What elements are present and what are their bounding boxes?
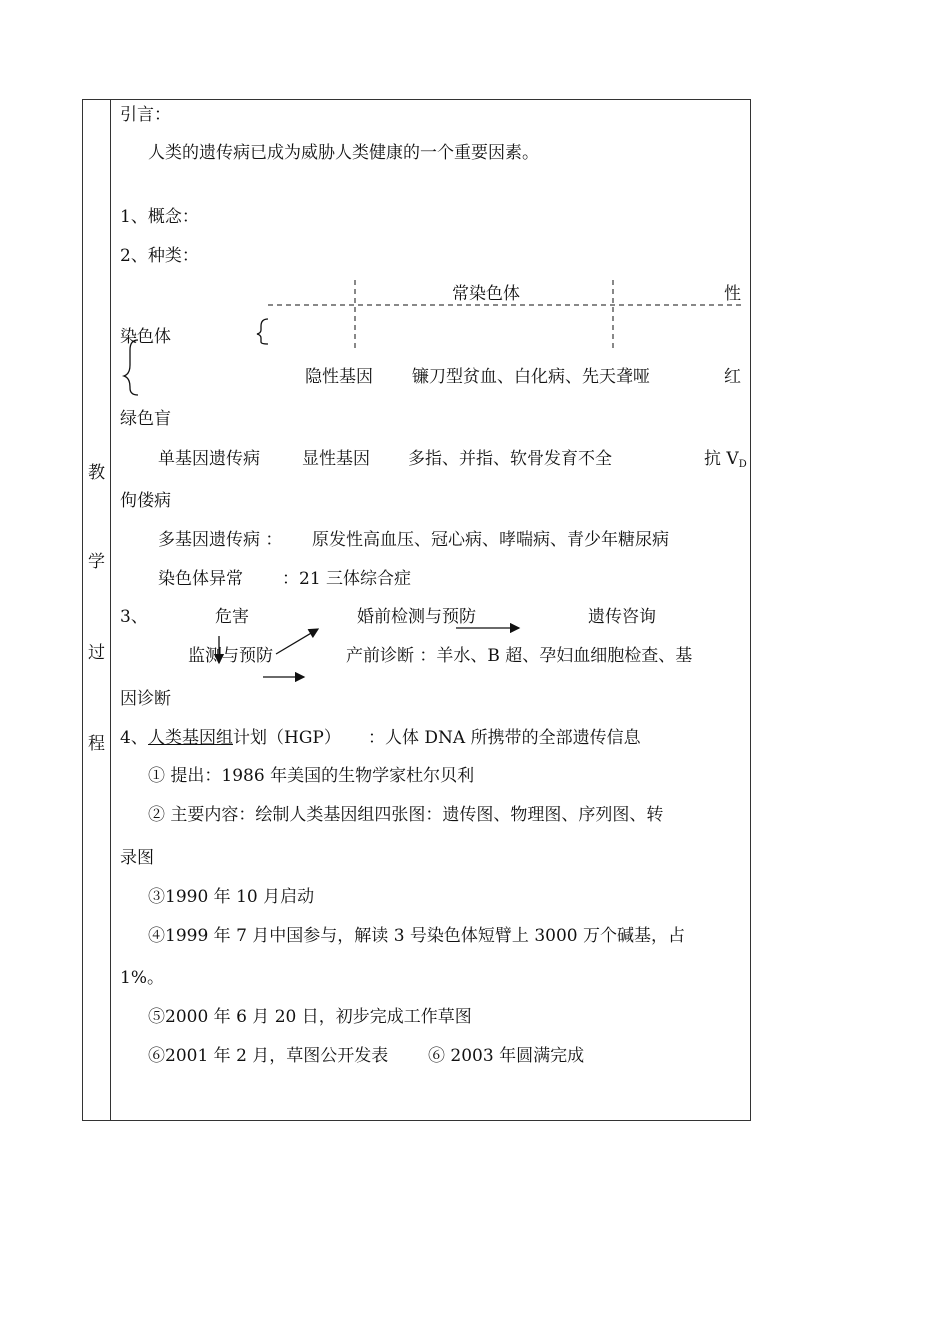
intro-text: 人类的遗传病已成为威胁人类健康的一个重要因素。 [148, 143, 539, 163]
anti-vd-prefix: 抗 V [704, 449, 739, 469]
large-brace [124, 340, 138, 395]
premarital-label: 婚前检测与预防 [357, 607, 476, 627]
counsel-label: 遗传咨询 [588, 607, 656, 627]
chromosomal-label: 染色体异常 [158, 569, 243, 589]
small-brace [257, 319, 268, 344]
sex-label-prefix: 性 [724, 284, 741, 304]
single-gene-label: 单基因遗传病 [158, 449, 260, 469]
side-label-char: 程 [88, 734, 105, 754]
rickets-label: 佝偻病 [120, 491, 171, 511]
item3-label: 3、 [120, 607, 148, 627]
harm-label: 危害 [215, 607, 249, 627]
red-prefix: 红 [724, 367, 741, 387]
hgp-point-4-continued: 1%。 [120, 968, 164, 988]
recessive-examples: 镰刀型贫血、白化病、先天聋哑 [412, 367, 650, 387]
dominant-label: 显性基因 [302, 449, 370, 469]
hgp-name: 计划（HGP） [233, 728, 341, 748]
autosomal-label: 常染色体 [452, 284, 520, 304]
dominant-examples: 多指、并指、软骨发育不全 [408, 449, 612, 469]
side-label-char: 学 [88, 552, 105, 572]
hgp-point-5: ⑤2000 年 6 月 20 日，初步完成工作草图 [148, 1007, 472, 1027]
intro-heading: 引言： [120, 105, 171, 125]
hgp-underlined: 人类基因组 [148, 728, 233, 748]
color-blindness: 绿色盲 [120, 409, 171, 429]
chromosomal-examples: ：21 三体综合症 [282, 569, 412, 589]
prenatal-continued: 因诊断 [120, 689, 171, 709]
hgp-point-4: ④1999 年 7 月中国参与，解读 3 号染色体短臂上 3000 万个碱基，占 [148, 926, 685, 946]
hgp-point-1: ① 提出：1986 年美国的生物学家杜尔贝利 [148, 766, 475, 786]
side-label-char: 过 [88, 643, 105, 663]
anti-vd-subscript: D [738, 459, 747, 470]
item2-types: 2、种类： [120, 246, 199, 266]
hgp-description: ：人体 DNA 所携带的全部遗传信息 [368, 728, 641, 748]
recessive-label: 隐性基因 [305, 367, 373, 387]
hgp-point-6: ⑥2001 年 2 月，草图公开发表 [148, 1046, 389, 1066]
polygenic-label: 多基因遗传病 ： [158, 530, 283, 550]
prenatal-label: 产前诊断 ：羊水、B 超、孕妇血细胞检查、基 [346, 646, 693, 666]
polygenic-examples: 原发性高血压、冠心病、哮喘病、青少年糖尿病 [312, 530, 669, 550]
hgp-point-7: ⑥ 2003 年圆满完成 [428, 1046, 585, 1066]
hgp-point-2-continued: 录图 [120, 848, 154, 868]
item4-label: 4、 [120, 728, 148, 748]
monitor-label: 监测与预防 [188, 646, 273, 666]
sex-chromosome-label: 染色体 [120, 327, 171, 347]
hgp-point-3: ③1990 年 10 月启动 [148, 887, 315, 907]
hgp-point-2: ② 主要内容：绘制人类基因组四张图：遗传图、物理图、序列图、转 [148, 805, 664, 825]
item1-concept: 1、概念： [120, 207, 199, 227]
side-label-char: 教 [88, 463, 105, 483]
arrow-diagonal [276, 629, 318, 654]
